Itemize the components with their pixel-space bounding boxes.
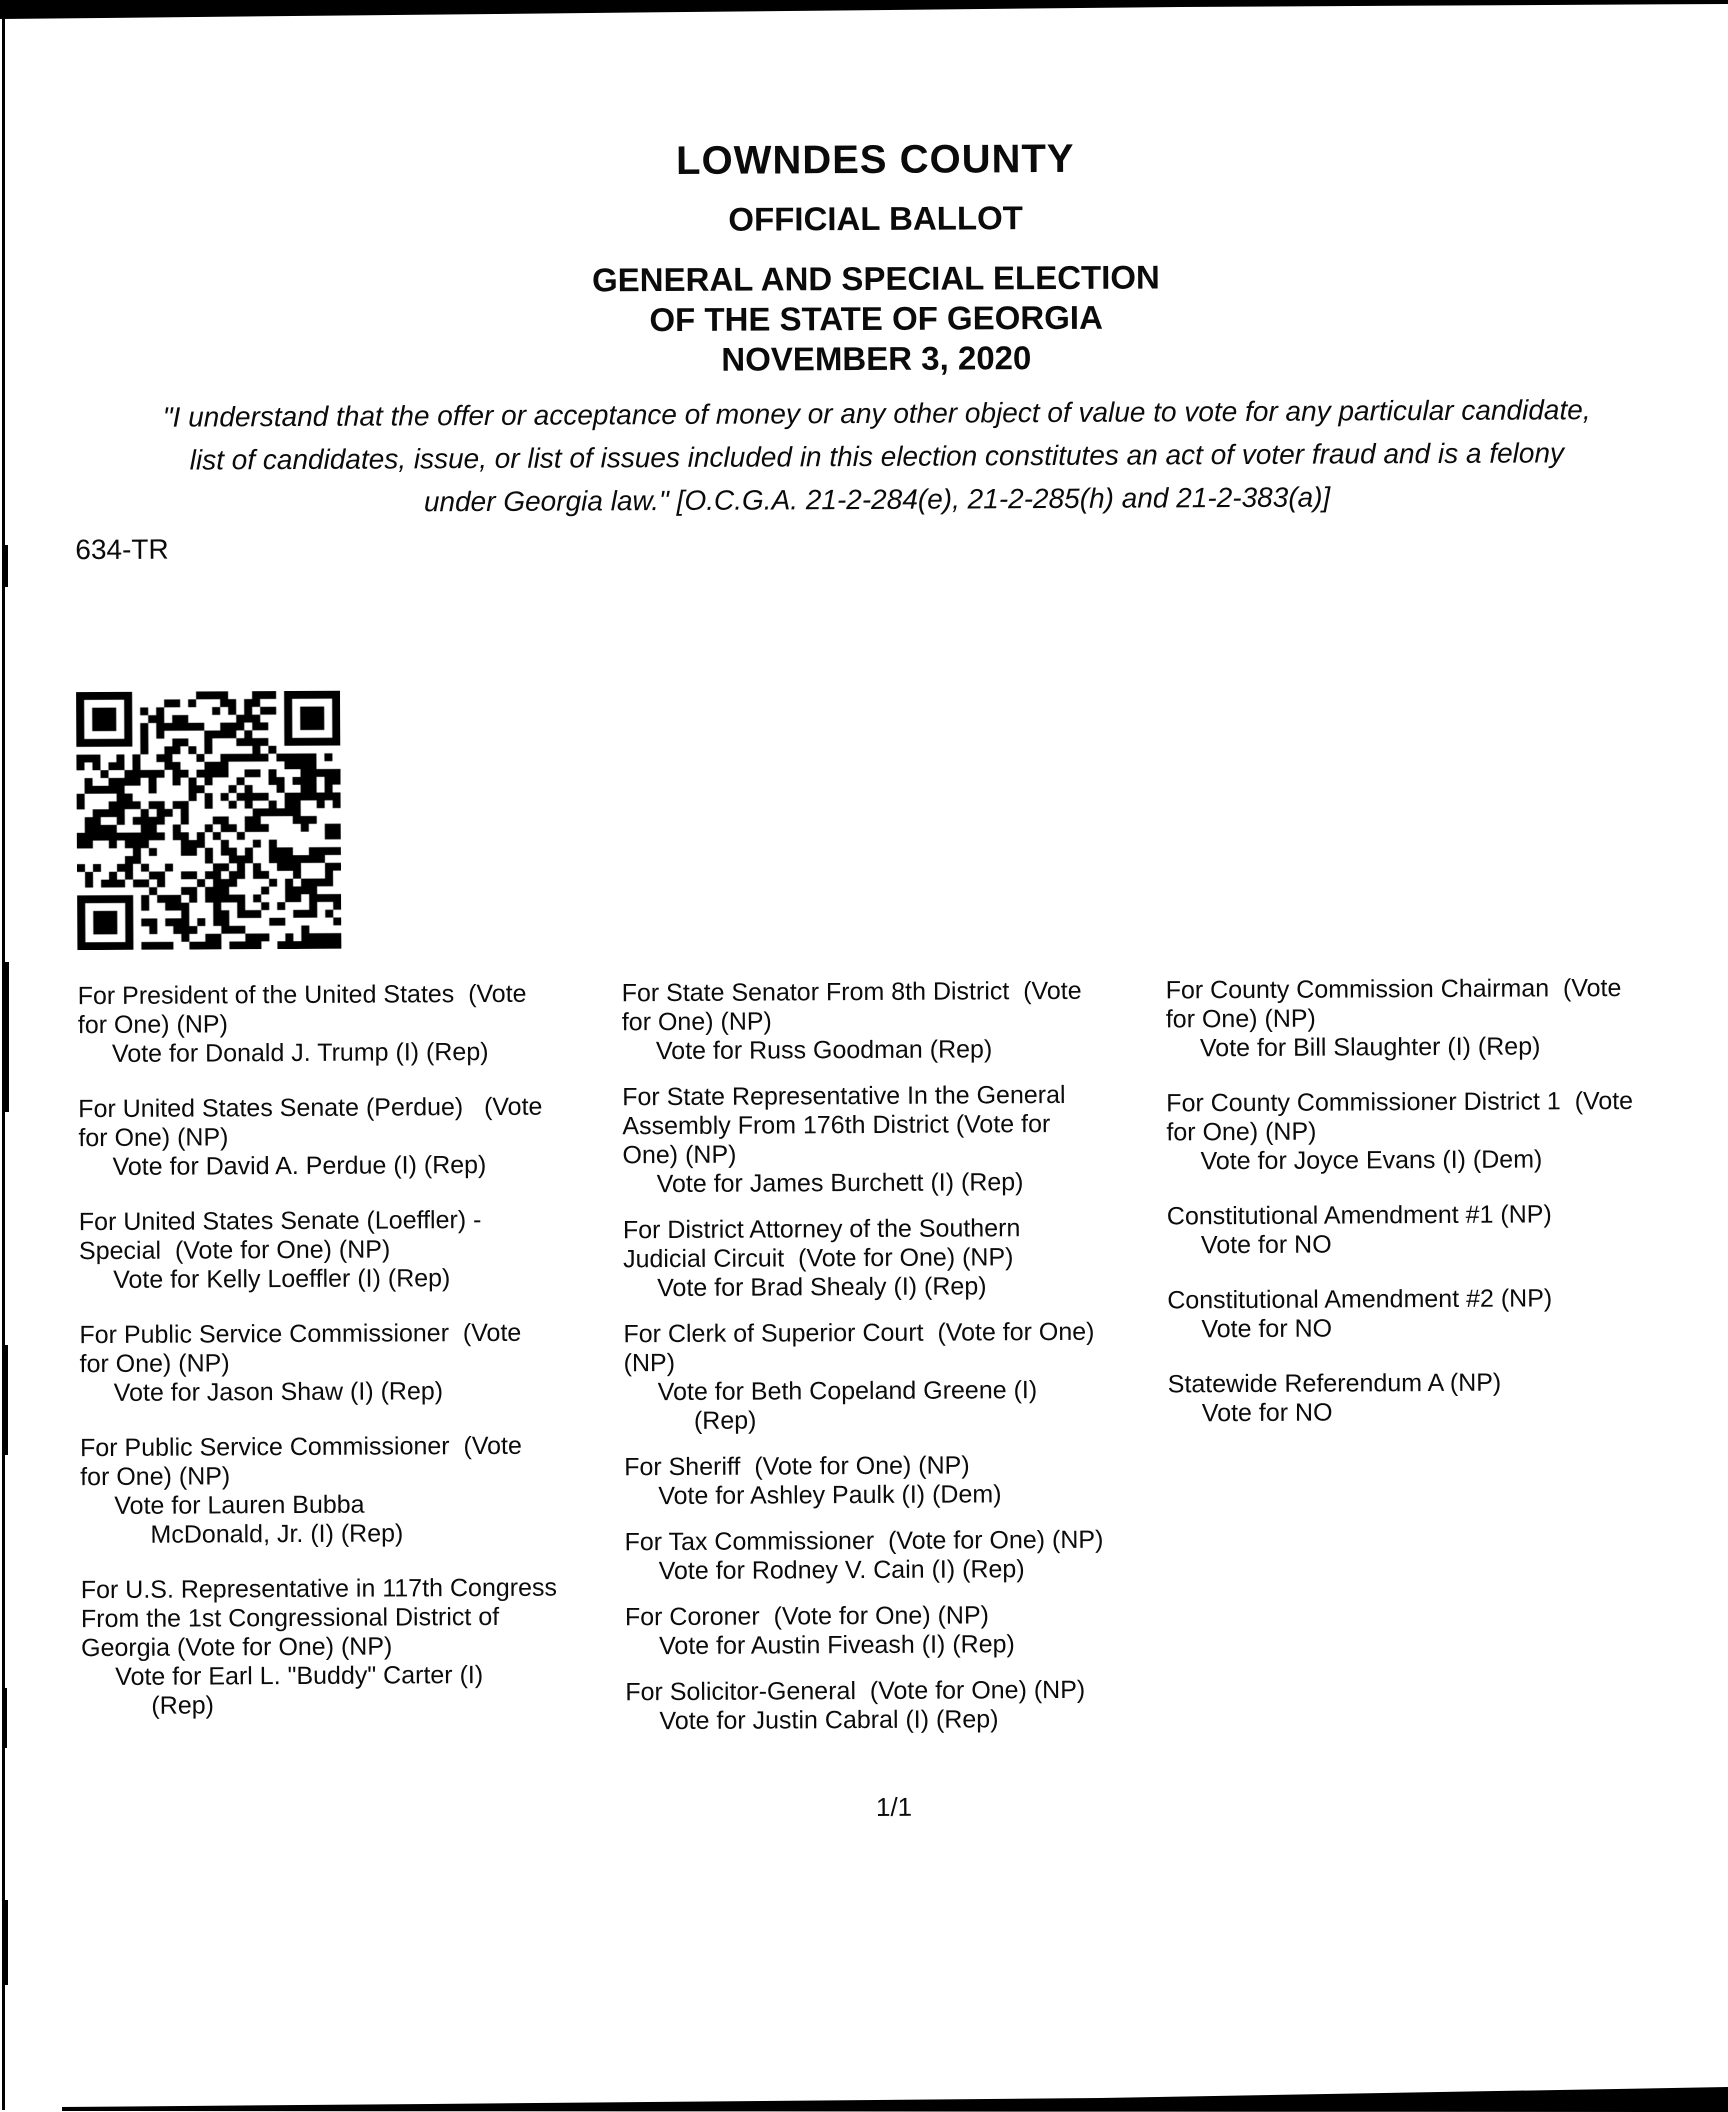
contest-title-line: For United States Senate (Perdue) (Vote: [78, 1092, 543, 1124]
contest-title-line: for One) (NP): [80, 1462, 231, 1492]
contest: [622, 976, 1170, 1066]
vote-selection-line: McDonald, Jr. (I) (Rep): [150, 1519, 404, 1549]
contest: [80, 1431, 629, 1550]
contest-title-line: For State Senator From 8th District (Vote: [621, 976, 1082, 1008]
election-title-line2: OF THE STATE OF GEORGIA: [649, 298, 1103, 339]
contest: [1166, 1086, 1728, 1176]
contest: [623, 1213, 1171, 1303]
contest: [623, 1317, 1172, 1436]
vote-selection-line: Vote for David A. Perdue (I) (Rep): [112, 1150, 487, 1181]
election-title-line1: GENERAL AND SPECIAL ELECTION: [591, 258, 1160, 299]
qr-code: [76, 691, 341, 950]
contest-title-line: For President of the United States (Vote: [77, 979, 527, 1011]
vote-selection-line: Vote for Jason Shaw (I) (Rep): [113, 1377, 444, 1407]
ballot-column-3: [1166, 973, 1728, 1454]
voter-fraud-disclaimer: [5, 387, 1728, 525]
contest-title-line: For Public Service Commissioner (Vote: [79, 1318, 522, 1350]
vote-selection-line: Vote for Kelly Loeffler (I) (Rep): [113, 1264, 451, 1294]
vote-selection-line: Vote for Ashley Paulk (I) (Dem): [658, 1480, 1002, 1511]
contest-title-line: Constitutional Amendment #1 (NP): [1166, 1200, 1552, 1231]
vote-selection-line: Vote for Justin Cabral (I) (Rep): [659, 1705, 999, 1736]
vote-selection-line: Vote for Brad Shealy (I) (Rep): [657, 1272, 987, 1303]
contest: [1167, 1199, 1728, 1260]
contest: [78, 979, 626, 1069]
contest: [79, 1318, 627, 1408]
contest-title-line: For Tax Commissioner (Vote for One) (NP): [624, 1525, 1104, 1557]
contest-title-line: From the 1st Congressional District of: [80, 1602, 500, 1634]
ballot-style-code: 634-TR: [75, 533, 169, 566]
vote-selection-line: Vote for NO: [1201, 1314, 1333, 1344]
contest: [79, 1205, 627, 1295]
contest-title-line: For U.S. Representative in 117th Congress: [80, 1573, 558, 1605]
ballot-column-1: [78, 979, 630, 1747]
contest-title-line: For Public Service Commissioner (Vote: [79, 1431, 522, 1463]
contest-title-line: Georgia (Vote for One) (NP): [81, 1632, 393, 1663]
contest-title-line: Judicial Circuit (Vote for One) (NP): [622, 1243, 1014, 1274]
contest: [1168, 1367, 1728, 1428]
contest-title-line: For Sheriff (Vote for One) (NP): [624, 1451, 970, 1482]
disclaimer-line: "I understand that the offer or acceptance of money or any other object of value to vote for any particular candidate,: [162, 394, 1591, 433]
ballot-column-2: [622, 976, 1174, 1753]
vote-selection-line: Vote for Bill Slaughter (I) (Rep): [1199, 1032, 1541, 1063]
contest: [622, 1080, 1171, 1199]
contest-title-line: for One) (NP): [79, 1349, 230, 1379]
contest-title-line: For Solicitor-General (Vote for One) (NP): [625, 1675, 1086, 1707]
contest-title-line: For County Commissioner District 1 (Vote: [1166, 1086, 1634, 1118]
contest: [1166, 973, 1728, 1063]
contest-columns: [0, 973, 1728, 1736]
vote-selection-line: Vote for Lauren Bubba: [114, 1490, 365, 1520]
contest-title-line: Assembly From 176th District (Vote for: [622, 1110, 1051, 1141]
contest: [624, 1525, 1172, 1586]
vote-selection-line: Vote for James Burchett (I) (Rep): [656, 1168, 1024, 1199]
contest-title-line: For Clerk of Superior Court (Vote for One): [623, 1317, 1095, 1349]
vote-selection-line: Vote for NO: [1201, 1398, 1333, 1428]
contest-title-line: For United States Senate (Loeffler) -: [78, 1206, 482, 1237]
contest-title-line: For County Commission Chairman (Vote: [1165, 974, 1622, 1005]
election-date: NOVEMBER 3, 2020: [721, 339, 1032, 378]
vote-selection-line: Vote for Rodney V. Cain (I) (Rep): [658, 1555, 1025, 1586]
county-title: LOWNDES COUNTY: [675, 136, 1075, 183]
contest-title-line: Statewide Referendum A (NP): [1167, 1368, 1502, 1399]
contest-title-line: for One) (NP): [78, 1123, 229, 1153]
vote-selection-line: Vote for Joyce Evans (I) (Dem): [1200, 1145, 1543, 1176]
disclaimer-line: list of candidates, issue, or list of issues included in this election constitutes an act of voter fraud and is a felony: [189, 437, 1565, 476]
contest-title-line: For District Attorney of the Southern: [622, 1214, 1021, 1245]
contest: [78, 1092, 626, 1182]
ballot-header: [3, 133, 1728, 383]
contest: [1167, 1283, 1728, 1344]
vote-selection-line: Vote for Russ Goodman (Rep): [655, 1035, 993, 1066]
contest: [625, 1600, 1173, 1661]
disclaimer-line: under Georgia law." [O.C.G.A. 21-2-284(e), 21-2-285(h) and 21-2-383(a)]: [423, 481, 1331, 518]
vote-selection-line: Vote for Austin Fiveash (I) (Rep): [659, 1630, 1015, 1661]
contest: [625, 1675, 1173, 1736]
contest-title-line: For Coroner (Vote for One) (NP): [624, 1601, 990, 1632]
vote-selection-line: Vote for NO: [1200, 1230, 1332, 1260]
ballot-type-title: OFFICIAL BALLOT: [728, 199, 1023, 238]
contest-title-line: (NP): [623, 1348, 676, 1378]
contest: [624, 1450, 1172, 1511]
contest-title-line: One) (NP): [622, 1140, 737, 1170]
vote-selection-line: (Rep): [151, 1691, 214, 1720]
contest-title-line: For State Representative In the General: [622, 1080, 1066, 1112]
contest-title-line: for One) (NP): [1165, 1004, 1316, 1034]
contest-title-line: for One) (NP): [77, 1010, 228, 1040]
contest-title-line: for One) (NP): [621, 1007, 772, 1037]
page-number: 1/1: [875, 1791, 913, 1822]
vote-selection-line: Vote for Earl L. "Buddy" Carter (I): [115, 1661, 484, 1691]
contest-title-line: for One) (NP): [1166, 1117, 1317, 1147]
contest-title-line: Special (Vote for One) (NP): [78, 1235, 391, 1266]
vote-selection-line: Vote for Beth Copeland Greene (I): [657, 1376, 1038, 1407]
contest: [81, 1573, 630, 1721]
vote-selection-line: Vote for Donald J. Trump (I) (Rep): [111, 1037, 489, 1068]
vote-selection-line: (Rep): [693, 1406, 757, 1435]
contest-title-line: Constitutional Amendment #2 (NP): [1167, 1284, 1553, 1315]
